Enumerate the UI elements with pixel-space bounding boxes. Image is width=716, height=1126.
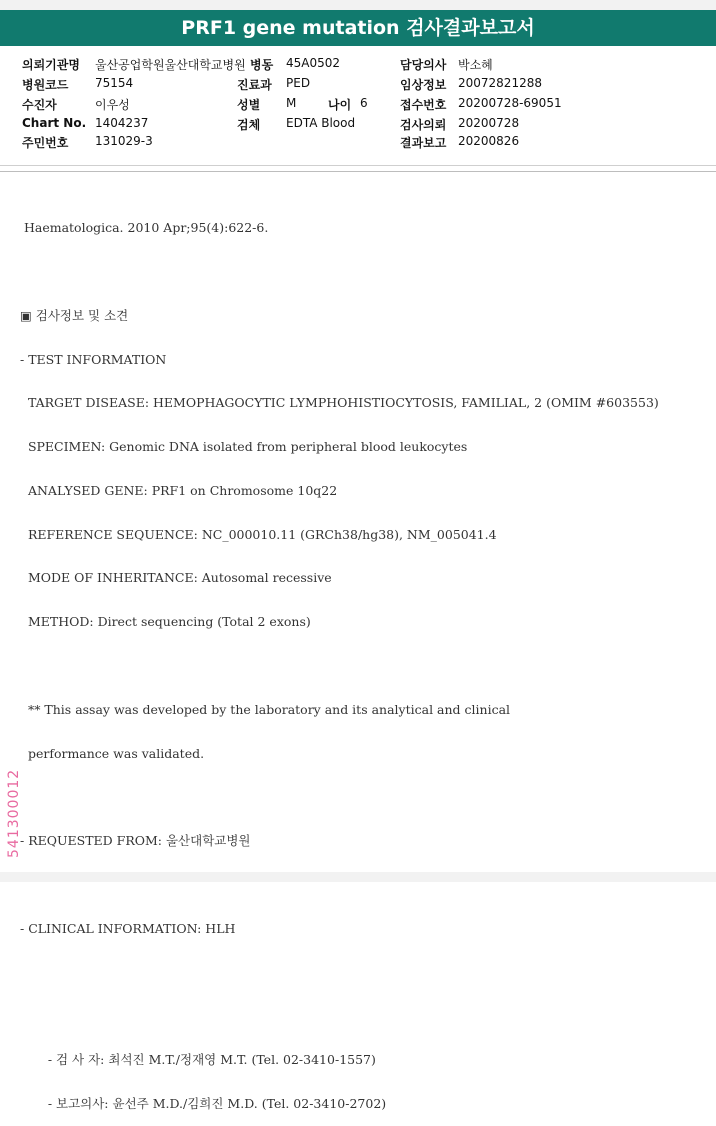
report-title: PRF1 gene mutation 검사결과보고서 [0,10,716,46]
report-line [20,1009,700,1024]
sex-label: 성별 [237,98,261,112]
divider [0,171,716,172]
report-body [20,192,700,1126]
report-line: Haematologica. 2010 Apr;95(4):622-6. [20,220,269,236]
section-heading: ▣ 검사정보 및 소견 [20,307,129,323]
report-line: - REQUESTED FROM: 울산대학교병원 [20,833,251,849]
doctor-value: 박소혜 [458,58,493,72]
top-strip [0,0,716,10]
report-line [20,265,700,280]
report-date-label: 결과보고 [400,136,447,150]
patient-label: 수진자 [22,98,57,112]
bottom-strip [0,872,716,882]
dept-value: PED [286,76,311,90]
chart-no-label: Chart No. [22,116,87,130]
report-line: performance was validated. [20,745,205,761]
hospital-code-value: 75154 [95,76,134,90]
report-line: - 보고의사: 윤선주 M.D./김희진 M.D. (Tel. 02-3410-2702) [20,1095,387,1111]
ward-value: 45A0502 [286,56,341,70]
chart-no-value: 1404237 [95,116,149,130]
ward-label: 병동 [250,58,274,72]
report-line: ANALYSED GENE: PRF1 on Chromosome 10q22 [20,482,338,498]
rrn-value: 131029-3 [95,134,153,148]
report-line: REFERENCE SEQUENCE: NC_000010.11 (GRCh38/hg38), NM_005041.4 [20,526,497,542]
doctor-label: 담당의사 [400,58,447,72]
request-date-label: 검사의뢰 [400,118,447,132]
clinical-info-value: 20072821288 [458,76,542,90]
institution-label: 의뢰기관명 [22,58,80,72]
specimen-label: 검체 [237,118,261,132]
patient-value: 이우성 [95,98,130,112]
report-line: METHOD: Direct sequencing (Total 2 exons) [20,614,311,630]
rrn-label: 주민번호 [22,136,69,150]
report-line: TARGET DISEASE: HEMOPHAGOCYTIC LYMPHOHISTIOCYTOSIS, FAMILIAL, 2 (OMIM #603553) [20,395,659,411]
reception-value: 20200728-69051 [458,96,562,110]
specimen-value: EDTA Blood [286,116,356,130]
report-line: - CLINICAL INFORMATION: HLH [20,920,236,936]
request-date-value: 20200728 [458,116,520,130]
age-label: 나이 [328,98,352,112]
document-number-stamp: 541300012 [6,768,22,858]
sex-value: M [286,96,297,110]
report-line: SPECIMEN: Genomic DNA isolated from peripheral blood leukocytes [20,439,468,455]
age-value: 6 [360,96,368,110]
report-line [20,965,700,980]
hospital-code-label: 병원코드 [22,78,69,92]
clinical-info-label: 임상정보 [400,78,447,92]
report-line: - 검 사 자: 최석진 M.T./정재영 M.T. (Tel. 02-3410-1557) [20,1052,376,1068]
dept-label: 진료과 [237,78,272,92]
report-line: ** This assay was developed by the laboratory and its analytical and clinical [20,701,511,717]
divider [0,165,716,166]
report-line [20,659,700,674]
reception-label: 접수번호 [400,98,447,112]
report-line [20,790,700,805]
report-date-value: 20200826 [458,134,520,148]
report-line: - TEST INFORMATION [20,351,167,367]
report-line: MODE OF INHERITANCE: Autosomal recessive [20,570,332,586]
institution-value: 울산공업학원울산대학교병원 [95,58,246,72]
